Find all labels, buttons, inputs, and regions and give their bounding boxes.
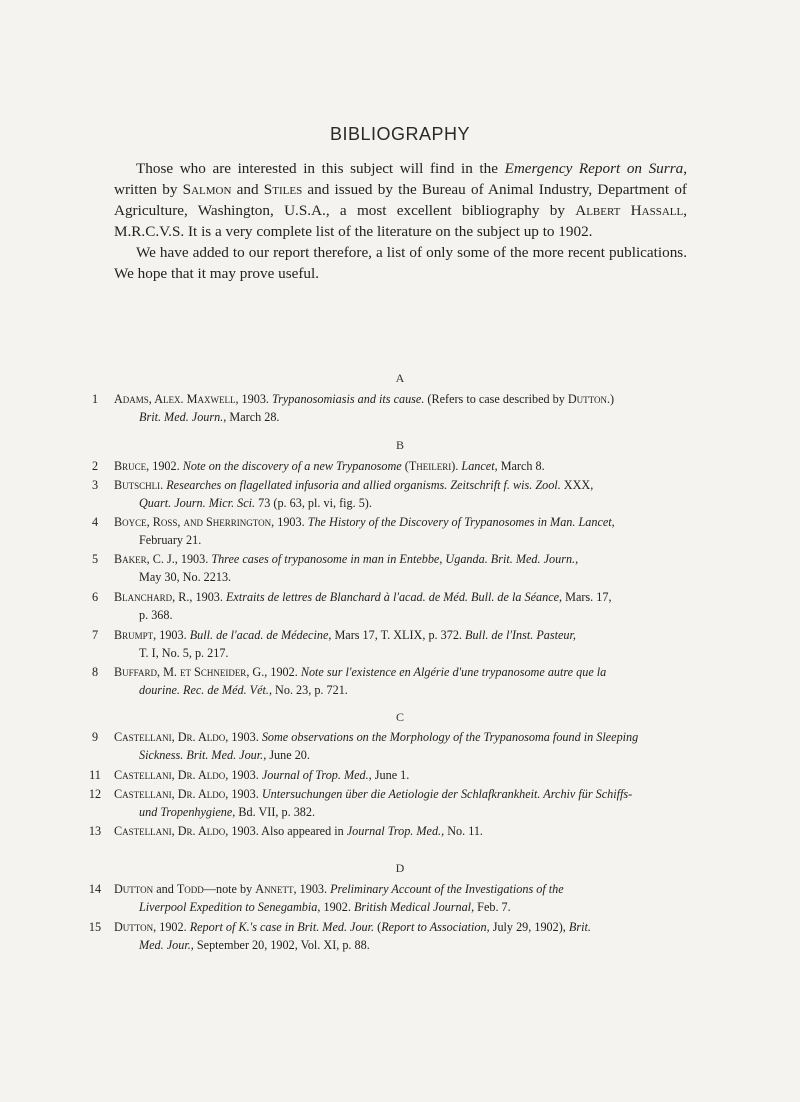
entry-text: Buffard, M. et Schneider, G., 1902. Note sur l'existence en Algérie d'une trypanosome autre que la dourine. Rec. de Méd. Vét., No. 23, p. 721. [114,665,607,697]
entry-text: Blanchard, R., 1903. Extraits de lettres de Blanchard à l'acad. de Méd. Bull. de la Séance, Mars. 17, p. 368. [114,590,612,622]
section-heading-b: B [395,438,404,452]
entry-number: 9 [91,730,99,744]
intro-paragraph-2: We have added to our report therefore, a list of only some of the more recent publications. We hope that it may prove useful. [114,244,687,282]
section-heading-d: D [395,861,405,875]
entry-number: 4 [91,515,99,529]
entry-text: Dutton and Todd—note by Annett, 1903. Preliminary Account of the Investigations of the Liverpool Expedition to Senegambia, 1902. British Medical Journal, Feb. 7. [114,882,564,914]
page-title: BIBLIOGRAPHY [329,124,471,144]
entry-text: Bruce, 1902. Note on the discovery of a new Trypanosome (Theileri). Lancet, March 8. [114,459,545,473]
entry-number: 5 [91,552,99,566]
entry-text: Dutton, 1902. Report of K.'s case in Brit. Med. Jour. (Report to Association, July 29, 1902), Brit. Med. Jour., September 20, 1902, Vol. XI, p. 88. [114,920,591,952]
entry-number: 15 [88,920,102,934]
entry-text: Butschli. Researches on flagellated infusoria and allied organisms. Zeitschrift f. wis. Zool. XXX, Quart. Journ. Micr. Sci. 73 (p. 63, pl. vi, fig. 5). [114,478,594,510]
entry-number: 13 [88,824,102,838]
entry-text: Brumpt, 1903. Bull. de l'acad. de Médecine, Mars 17, T. XLIX, p. 372. Bull. de l'Inst. Pasteur, T. I, No. 5, p. 217. [114,628,576,660]
entry-text: Baker, C. J., 1903. Three cases of trypanosome in man in Entebbe, Uganda. Brit. Med. Journ., May 30, No. 2213. [114,552,579,584]
section-heading-c: C [395,710,404,724]
entry-number: 8 [91,665,99,679]
intro-paragraph-1: Those who are interested in this subject will find in the Emergency Report on Surra, written by Salmon and Stiles and issued by the Bureau of Animal Industry, Department of Agriculture, Washington, U.S.A., a most excellent bibliography by Albert Hassall, M.R.C.V.S. It is a very complete list of the literature on the subject up to 1902. [114,160,687,240]
entry-number: 7 [91,628,99,642]
entry-text: Castellani, Dr. Aldo, 1903. Some observations on the Morphology of the Trypanosoma found in Sleeping Sickness. Brit. Med. Jour., June 20. [114,730,639,762]
entry-text: Castellani, Dr. Aldo, 1903. Also appeared in Journal Trop. Med., No. 11. [114,824,483,838]
entry-number: 3 [91,478,99,492]
section-heading-a: A [395,371,405,385]
entry-number: 12 [88,787,102,801]
entry-text: Boyce, Ross, and Sherrington, 1903. The History of the Discovery of Trypanosomes in Man. Lancet, February 21. [114,515,615,547]
entry-number: 1 [91,392,99,406]
entry-number: 6 [91,590,99,604]
entry-text: Castellani, Dr. Aldo, 1903. Untersuchungen über die Aetiologie der Schlafkrankheit. Archiv für Schiffs- und Tropenhygiene, Bd. VII, p. 382. [114,787,633,819]
entry-number: 14 [88,882,102,896]
entry-number: 11 [89,768,101,782]
entry-number: 2 [91,459,99,473]
entry-text: Adams, Alex. Maxwell, 1903. Trypanosomiasis and its cause. (Refers to case described by Dutton.) Brit. Med. Journ., March 28. [114,392,615,424]
entry-text: Castellani, Dr. Aldo, 1903. Journal of Trop. Med., June 1. [114,768,410,782]
intro-text [114,158,687,284]
